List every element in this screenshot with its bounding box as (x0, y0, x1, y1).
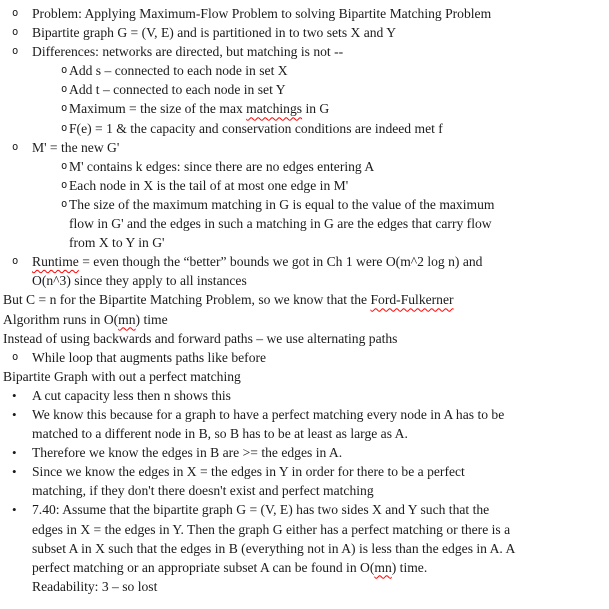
text-run: Instead of using backwards and forward paths – we use alternating paths (3, 330, 398, 346)
text-run: Algorithm runs in O( (3, 311, 119, 327)
document-line (2, 119, 605, 138)
text-run: 7.40: Assume that the bipartite graph G = (V, E) has two sides X and Y such that the (32, 502, 490, 518)
hollow-bullet-icon: o (12, 45, 19, 58)
hollow-bullet-icon: o (61, 64, 68, 77)
document-line (2, 329, 605, 348)
document-line (2, 61, 605, 80)
disc-bullet-icon: • (12, 387, 17, 403)
document-line (2, 80, 605, 99)
document-line (2, 577, 605, 596)
text-run: Each node in X is the tail of at most one edge in M' (69, 177, 349, 193)
hollow-bullet-icon: o (61, 83, 68, 96)
disc-bullet-icon: • (12, 502, 17, 518)
text-run: O(n^3) since they apply to all instances (32, 273, 247, 289)
document-line (2, 214, 605, 233)
hollow-bullet-icon: o (61, 121, 68, 134)
hollow-bullet-icon: o (12, 7, 19, 19)
document-line (2, 310, 605, 329)
text-run: Bipartite graph G = (V, E) and is partitioned in to two sets X and Y (32, 25, 397, 41)
text-run: matching, if they don't there doesn't exist and perfect matching (32, 483, 374, 499)
disc-bullet-icon: • (12, 464, 17, 480)
text-run: But C = n for the Bipartite Matching Problem, so we know that the (3, 292, 371, 308)
document-line (2, 4, 605, 23)
text-run: = even though the “better” bounds we got in Ch 1 were O(m^2 log n) and (78, 254, 483, 270)
document-line (2, 23, 605, 42)
text-run: subset A in X such that the edges in B (everything not in A) is less than the edges in A. A (32, 540, 516, 556)
document-line (2, 367, 605, 386)
document-line (2, 42, 605, 61)
text-run: A cut capacity less then n shows this (32, 387, 231, 403)
text-run: M' contains k edges: since there are no edges entering A (69, 158, 375, 174)
text-run: edges in X = the edges in Y. Then the graph G either has a perfect matching or there is a (32, 521, 511, 537)
misspelled-text-run: Runtime (32, 254, 79, 270)
text-run: While loop that augments paths like before (32, 349, 267, 365)
text-run: Problem: Applying Maximum-Flow Problem to solving Bipartite Matching Problem (32, 6, 492, 21)
document-line (2, 424, 605, 443)
document-line (2, 386, 605, 405)
text-run: F(e) = 1 & the capacity and conservation conditions are indeed met f (69, 120, 443, 136)
text-run: perfect matching or an appropriate subset A can be found in O( (32, 559, 375, 575)
text-run: flow in G' and the edges in such a matching in G are the edges that carry flow (69, 216, 492, 232)
hollow-bullet-icon: o (61, 178, 68, 191)
document-line (2, 405, 605, 424)
document-line (2, 558, 605, 577)
document-line (2, 443, 605, 462)
text-run: Since we know the edges in X = the edges in Y in order for there to be a perfect (32, 464, 465, 480)
document-line (2, 481, 605, 500)
document-line (2, 99, 605, 118)
document-line (2, 539, 605, 558)
text-run: Readability: 3 – so lost (32, 578, 158, 594)
text-run: Add t – connected to each node in set Y (69, 82, 286, 98)
document-line (2, 233, 605, 252)
hollow-bullet-icon: o (61, 197, 68, 210)
misspelled-text-run: mn (374, 559, 392, 575)
text-run: We know this because for a graph to have a perfect matching every node in A has to be (32, 406, 505, 422)
text-run: ) time (135, 311, 168, 327)
document-line (2, 252, 605, 271)
document-line (2, 348, 605, 367)
document-line (2, 290, 605, 309)
text-run: matched to a different node in B, so B has to be at least as large as A. (32, 426, 408, 442)
hollow-bullet-icon: o (12, 140, 19, 153)
disc-bullet-icon: • (12, 406, 17, 422)
text-run: M' = the new G' (32, 139, 120, 155)
text-run: Differences: networks are directed, but matching is not -- (32, 44, 344, 60)
document-line (2, 500, 605, 519)
text-run: in G (302, 101, 330, 117)
hollow-bullet-icon: o (61, 159, 68, 172)
text-run: Add s – connected to each node in set X (69, 63, 288, 79)
document-line (2, 520, 605, 539)
misspelled-text-run: mn (118, 311, 136, 327)
text-run: Maximum = the size of the max (69, 101, 247, 117)
text-run: Bipartite Graph with out a perfect matching (3, 368, 241, 384)
document-line (2, 271, 605, 290)
hollow-bullet-icon: o (12, 255, 19, 268)
document-line (2, 462, 605, 481)
document-line (2, 195, 605, 214)
text-run: ) time. (391, 559, 428, 575)
document-line (2, 157, 605, 176)
text-run: Therefore we know the edges in B are >= the edges in A. (32, 445, 343, 461)
hollow-bullet-icon: o (12, 26, 19, 39)
hollow-bullet-icon: o (12, 350, 19, 363)
misspelled-text-run: Ford-Fulkerner (370, 292, 454, 308)
text-run: from X to Y in G' (69, 235, 165, 251)
text-run: The size of the maximum matching in G is equal to the value of the maximum (69, 196, 495, 212)
disc-bullet-icon: • (12, 445, 17, 461)
document-line (2, 176, 605, 195)
misspelled-text-run: matchings (246, 101, 303, 117)
hollow-bullet-icon: o (61, 102, 68, 115)
document-line (2, 138, 605, 157)
